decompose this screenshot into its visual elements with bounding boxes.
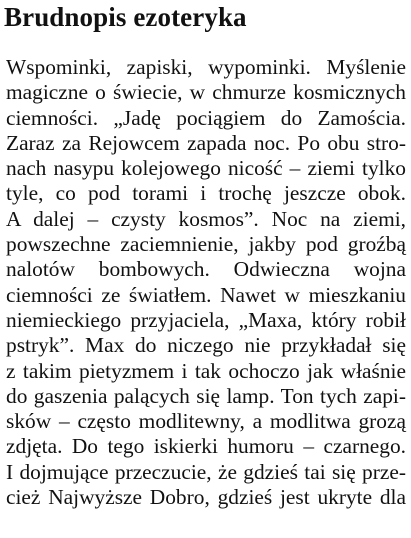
text-line: I dojmujące przeczucie, że gdzieś tai się prze-	[6, 459, 406, 484]
text-line: Wspominki, zapiski, wypominki. Myślenie	[6, 55, 406, 79]
text-line: magiczne o świecie, w chmurze kosmicznych	[6, 80, 406, 105]
text-line: powszechne zaciemnienie, jakby pod groźbą	[6, 232, 406, 257]
text-line: ciemności. „Jadę pociągiem do Zamościa.	[6, 105, 406, 130]
text-line: nalotów bombowych. Odwieczna wojna	[6, 257, 406, 282]
text-line: A dalej – czysty kosmos”. Noc na ziemi,	[6, 206, 406, 231]
text-line: z takim pietyzmem i tak ochoczo jak właśnie	[6, 358, 406, 383]
text-line: zdjęta. Do tego iskierki humoru – czarnego.	[6, 434, 406, 459]
text-line: sków – często modlitewny, a modlitwa grozą	[6, 409, 406, 434]
text-line: cież Najwyższe Dobro, gdzieś jest ukryte dla	[6, 485, 406, 510]
text-line: tyle, co pod torami i trochę jeszcze obok.	[6, 181, 406, 206]
text-line: ciemności ze światłem. Nawet w mieszkaniu	[6, 282, 406, 307]
text-line: niemieckiego przyjaciela, „Maxa, który robił	[6, 307, 406, 332]
text-line: nach nasypu kolejowego nicość – ziemi tylko	[6, 156, 406, 181]
text-line: Zaraz za Rejowcem zapada noc. Po obu stro-	[6, 130, 406, 155]
document-title: Brudnopis ezoteryka	[4, 2, 247, 32]
body-paragraph	[6, 55, 408, 510]
text-line: do gaszenia palących się lamp. Ton tych zapi-	[6, 383, 406, 408]
text-line: pstryk”. Max do niczego nie przykładał się	[6, 333, 406, 358]
